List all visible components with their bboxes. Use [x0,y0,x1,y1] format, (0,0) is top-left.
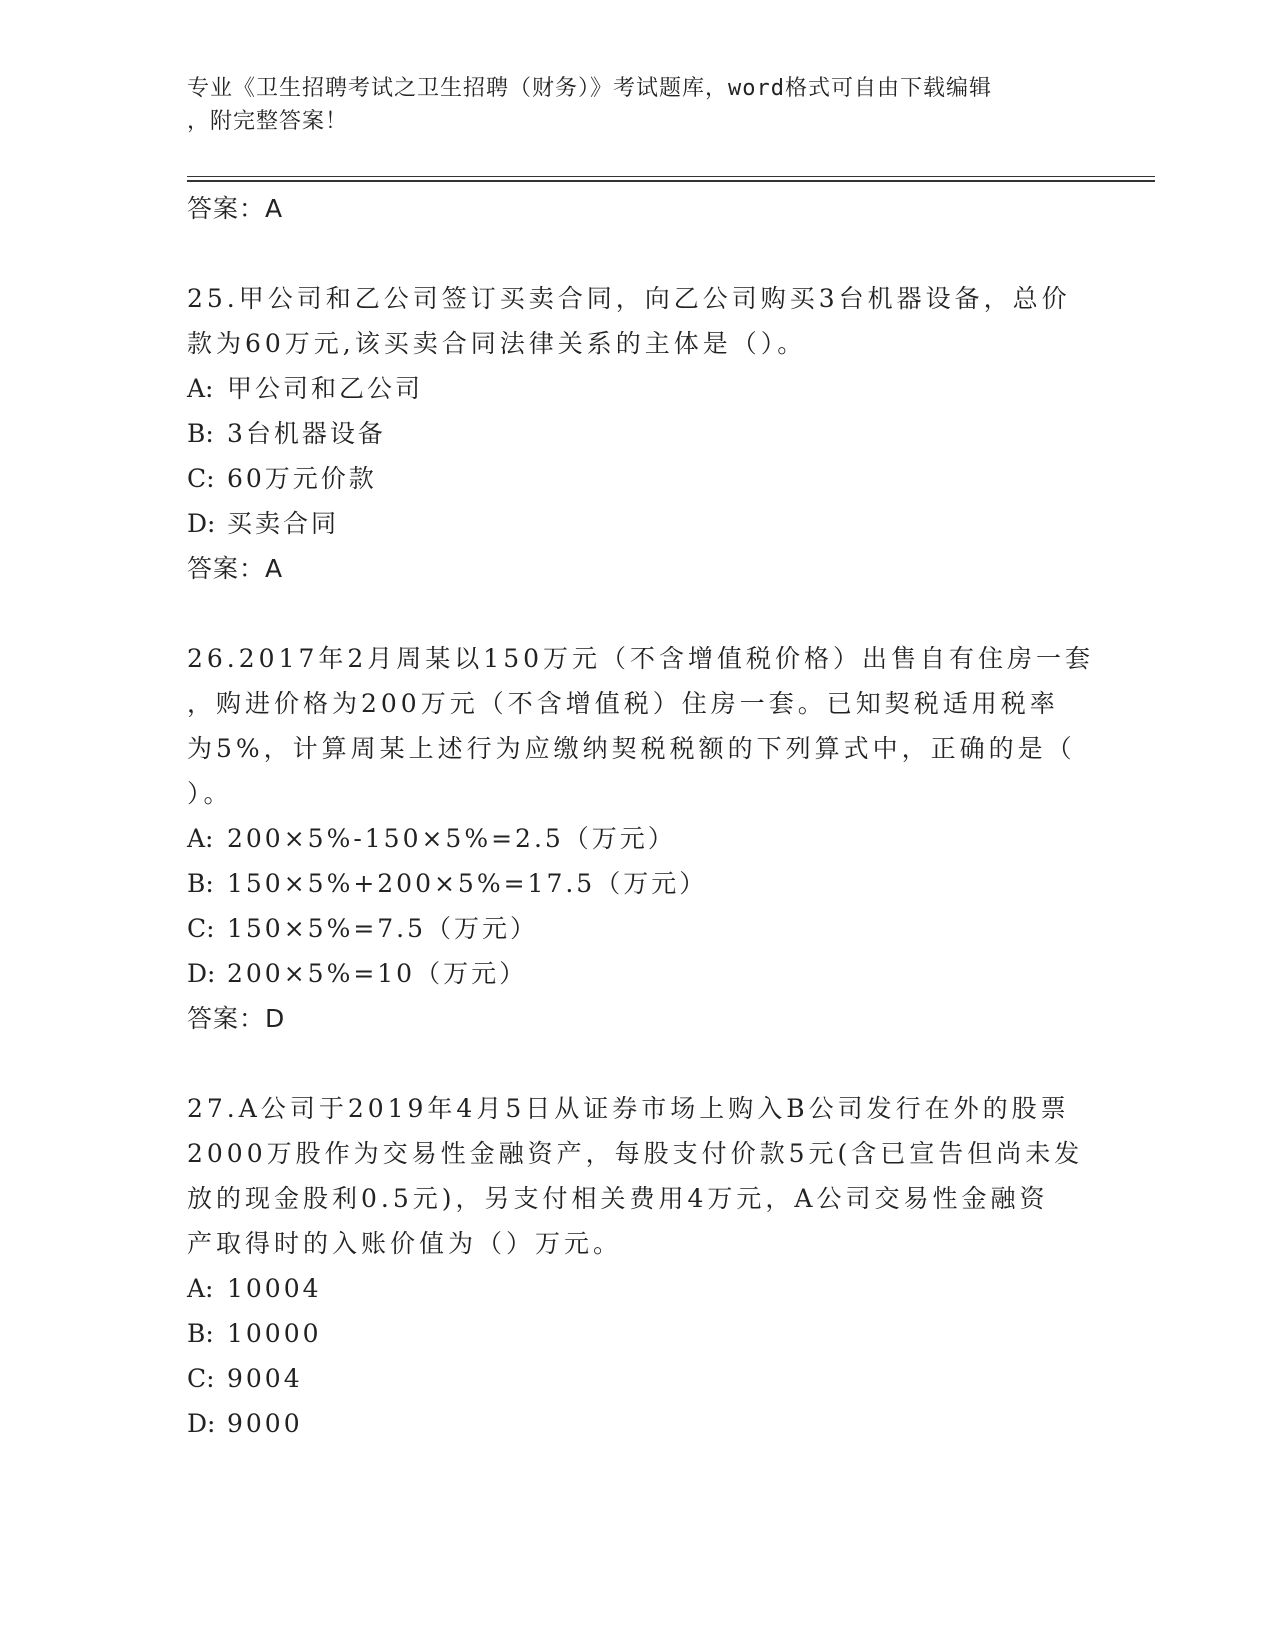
question-text-line: ）。 [187,779,233,808]
question-text-line: 26.2017年2月周某以150万元（不含增值税价格）出售自有住房一套 [187,644,1095,673]
option-key: A: [187,1274,214,1303]
option-text: 60万元价款 [227,464,377,493]
answer-label: 答案：A [187,554,284,583]
question-text-line: 款为60万元,该买卖合同法律关系的主体是（）。 [187,329,807,358]
option-text: 10000 [227,1319,322,1348]
option-text: 甲公司和乙公司 [227,374,424,403]
option-key: B: [187,869,214,898]
question-text-line: 放的现金股利0.5元)，另支付相关费用4万元，A公司交易性金融资 [187,1184,1049,1213]
answer-label: 答案：D [187,1004,286,1033]
question-text-line: 产取得时的入账价值为（）万元。 [187,1229,623,1258]
option-a [187,366,1087,411]
option-key: B: [187,419,214,448]
question-list [187,186,1095,1446]
option-key: D: [187,959,216,988]
option-d [187,1401,1087,1446]
question-text-line: 27.A公司于2019年4月5日从证券市场上购入B公司发行在外的股票 [187,1094,1070,1123]
option-b [187,861,1087,906]
option-text: 200×5%-150×5%=2.5（万元） [227,824,676,853]
option-text: 3台机器设备 [227,419,386,448]
question-text-line: ，购进价格为200万元（不含增值税）住房一套。已知契税适用税率 [187,689,1059,718]
option-text: 9000 [227,1409,303,1438]
option-text: 150×5%+200×5%=17.5（万元） [227,869,708,898]
header-rule-thin [187,176,1155,177]
option-text: 9004 [227,1364,303,1393]
option-a [187,1266,1087,1311]
option-c [187,1356,1087,1401]
option-c [187,906,1087,951]
header-line-1: 专业《卫生招聘考试之卫生招聘（财务）》考试题库，word格式可自由下载编辑 [187,76,992,101]
option-key: D: [187,509,216,538]
option-d [187,501,1087,546]
option-key: C: [187,1364,215,1393]
question-26 [187,636,1095,1042]
option-key: B: [187,1319,214,1348]
option-key: D: [187,1409,216,1438]
option-d [187,951,1087,996]
option-key: C: [187,914,215,943]
option-c [187,456,1087,501]
option-text: 10004 [227,1274,322,1303]
question-27 [187,1086,1087,1446]
option-key: A: [187,374,214,403]
answer-label: 答案：A [187,194,284,223]
option-text: 150×5%=7.5（万元） [227,914,539,943]
option-b [187,1311,1087,1356]
option-a [187,816,1087,861]
header-rule-thick [187,180,1155,182]
question-text-line: 25.甲公司和乙公司签订买卖合同，向乙公司购买3台机器设备，总价 [187,284,1071,313]
option-key: A: [187,824,214,853]
option-text: 200×5%=10（万元） [227,959,528,988]
document-header [187,72,1067,138]
option-text: 买卖合同 [227,509,340,538]
question-text-line: 2000万股作为交易性金融资产，每股支付价款5元(含已宣告但尚未发 [187,1139,1084,1168]
question-25 [187,276,1087,592]
option-b [187,411,1087,456]
header-line-2: ，附完整答案！ [187,109,349,134]
question-text-line: 为5%，计算周某上述行为应缴纳契税税额的下列算式中，正确的是（ [187,734,1076,763]
option-key: C: [187,464,215,493]
